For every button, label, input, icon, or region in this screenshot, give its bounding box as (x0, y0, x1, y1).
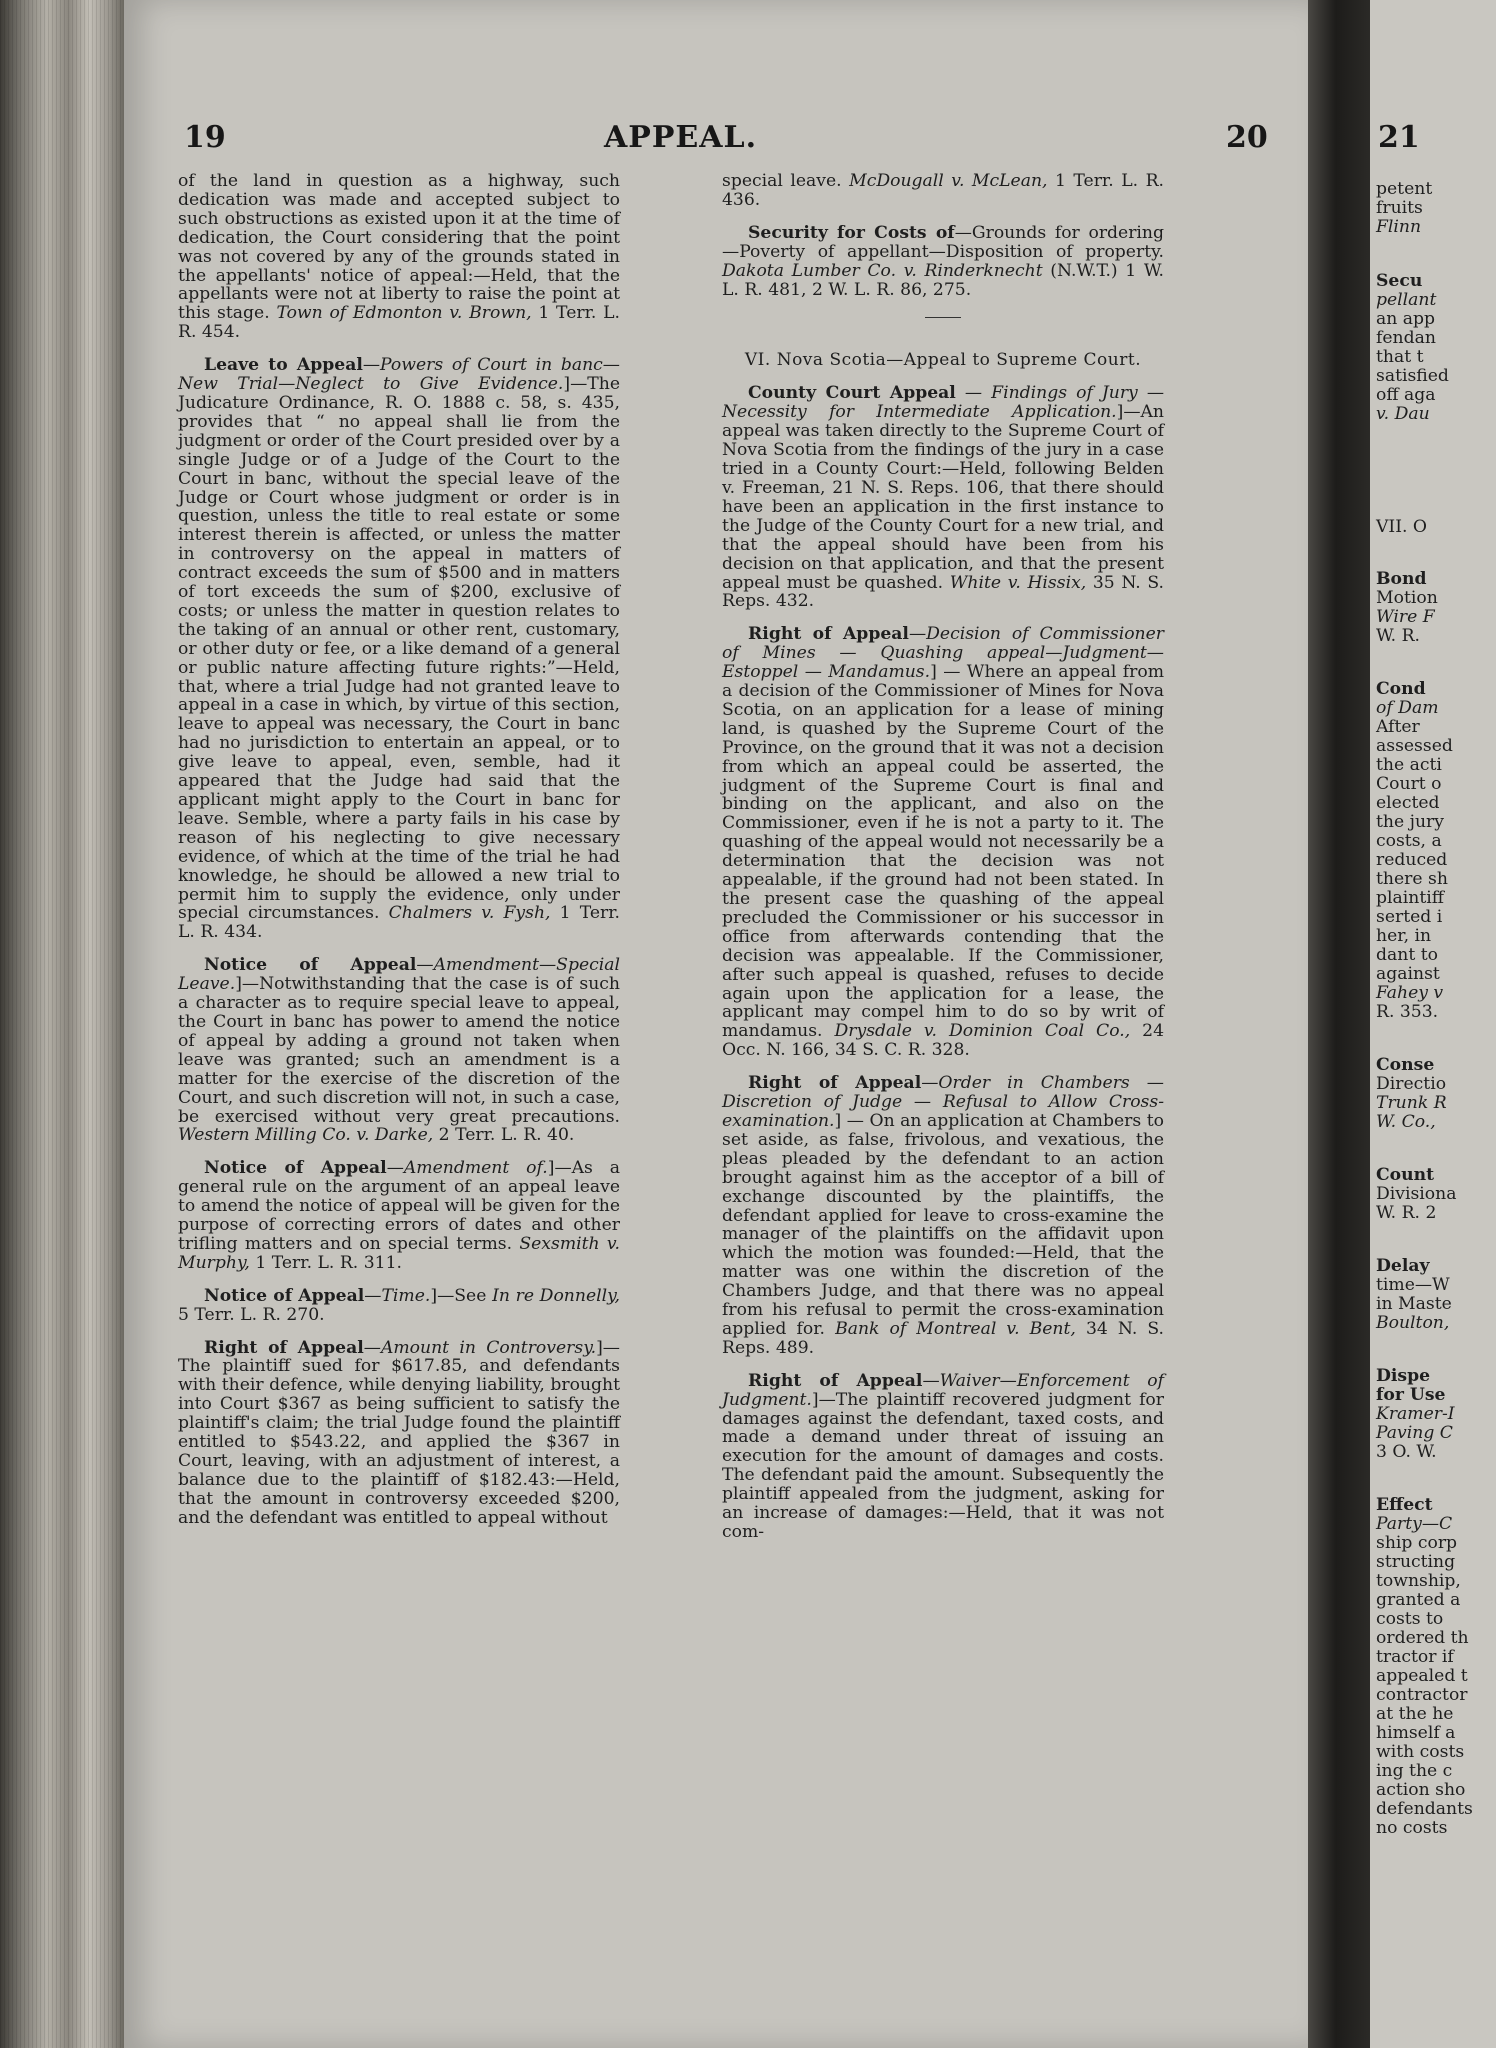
page-21-line: with costs (1376, 1742, 1465, 1762)
entry-heading: Notice of Appeal (204, 1158, 387, 1179)
entry-text: ]—The Judicature Ordinance, R. O. 1888 c. 58, s. 435, provides that “ no appeal shall lie from the judgment or order of the Court presided over by a single Judge or of a Judge of the Court to the Court in banc, without the special leave of the Judge or Court whose judgment or order is in question, unless the title to real estate or some interest therein is affected, or unless the matter in controversy on the appeal in matters of contract exceeds the sum of $500 and in matters of tort exceeds the sum of $200, exclusive of costs; or unless the matter in question relates to the taking of an annual or other rent, customary, or other duty or fee, or a like demand of a general or public nature affecting future rights:”—Held, that, where a trial Judge had not granted leave to appeal in a case in which, by virtue of this section, leave to appeal was necessary, the Court in banc had no jurisdiction to entertain an appeal, or to give leave to appeal, even, semble, had it appeared that the Judge had said that the applicant might apply to the Court in banc for leave. Semble, where a party fails in his case by reason of his neglecting to give necessary evidence, of which at the time of the trial he had knowledge, he should be allowed a new trial to permit him to supply the evidence, only under special circumstances. (178, 374, 620, 924)
digest-entry (178, 356, 620, 942)
entry-subheading: —Amendment of. (386, 1158, 548, 1179)
entry-text: ]—As a general rule on the argument of an appeal leave to amend the notice of appeal will be given for the purpose of correcting errors of dates and other trifling matters and on special terms. (178, 1158, 620, 1254)
entry-text: ] — Where an appeal from a decision of the Commissioner of Mines for Nova Scotia, on an application for a lease of mining land, is quashed by the Supreme Court of the Province, on the ground that it was not a decision from which an appeal could be asserted, the judgment of the Supreme Court is final and binding on the applicant, and also on the Commissioner, even if he is not a party to it. The quashing of the appeal would not necessarily be a determination that the decision was not appealable, if the ground had not been stated. In the present case the quashing of the appeal precluded the Commissioner or his successor in office from afterwards contending that the decision was appealable. If the Commissioner, after such appeal is quashed, refuses to decide again upon the application for a lease, the applicant may compel him to do so by writ of mandamus. (722, 662, 1164, 1042)
entry-subheading: —Amendment—Special Leave. (178, 955, 620, 995)
entry-text: ]—An appeal was taken directly to the Supreme Court of Nova Scotia from the findings of the jury in a case tried in a County Court:—Held, following Belden v. Freeman, 21 N. S. Reps. 106, that there should have been an application in the first instance to the Judge of the County Court for a new trial, and that the appeal should have been from his decision on that application, and that the present appeal must be quashed. (722, 402, 1164, 593)
case-citation: Sexsmith v. Murphy, (178, 1233, 620, 1273)
page-21-line: Directio (1376, 1074, 1447, 1094)
entry-text: special leave. (722, 171, 842, 191)
page-21-line: himself a (1376, 1723, 1456, 1743)
page-21-line: Kramer-I (1376, 1404, 1455, 1424)
entry-text: ] — On an application at Chambers to set aside, as false, frivolous, and vexatious, the pleas pleaded by the defendant to an action brought against him as the acceptor of a bill of exchange discounted by the plaintiffs, the defendant applied for leave to cross-examine the manager of the plaintiffs on the affidavit upon which the motion was founded:—Held, that the matter was one within the discretion of the Chambers Judge, and that there was no appeal from his refusal to permit the cross-examination applied for. (722, 1110, 1164, 1339)
page-21-line: for Use (1376, 1385, 1446, 1405)
page-21-line: that t (1376, 347, 1424, 367)
digest-entry (178, 1339, 620, 1528)
entry-text: ]—The plaintiff recovered judgment for damages against the defendant, taxed costs, and made a demand under threat of issuing an execution for the amount of damages and costs. The defendant paid the amount. Subsequently the plaintiff appealed from the judgment, asking for an increase of damages:—Held, that it was not com- (722, 1389, 1164, 1542)
entry-heading: Notice of Appeal (204, 1285, 365, 1306)
page-21-line: an app (1376, 309, 1436, 329)
column-left (178, 172, 620, 1542)
digest-entry (722, 1372, 1164, 1542)
page-21-partial (1370, 0, 1496, 2048)
digest-entry (178, 1159, 620, 1272)
page-21-line: Dispe (1376, 1366, 1431, 1386)
entry-heading: Right of Appeal (748, 624, 909, 645)
report-reference: (N.W.T.) 1 W. L. R. 481, 2 W. L. R. 86, 275. (722, 260, 1164, 300)
page-21-line: assessed (1376, 736, 1453, 756)
page-21-line: Secu (1376, 271, 1423, 291)
page-21-line: ordered th (1376, 1628, 1469, 1648)
page-21-line: appealed t (1376, 1666, 1468, 1686)
page-21-line: Boulton, (1376, 1313, 1450, 1333)
entry-subheading: —Order in Chambers — Discretion of Judge — Refusal to Allow Cross-examination. (722, 1073, 1164, 1131)
page-21-line: costs, a (1376, 831, 1442, 851)
page-21-line: reduced (1376, 850, 1448, 870)
page-21-line: elected (1376, 793, 1440, 813)
case-citation: Chalmers v. Fysh, (388, 903, 551, 924)
page-21-line: VII. O (1376, 517, 1428, 537)
entry-text: ]—See (430, 1285, 493, 1306)
page-21-line: in Maste (1376, 1294, 1452, 1314)
page-21-line: 3 O. W. (1376, 1442, 1437, 1462)
report-reference: 24 Occ. N. 166, 34 S. C. R. 328. (722, 1021, 1165, 1061)
entry-heading: Right of Appeal (748, 1073, 922, 1094)
page-21-line: tractor if (1376, 1647, 1454, 1667)
entry-subheading: —Powers of Court in banc—New Trial—Neglect to Give Evidence. (178, 355, 620, 395)
continued-text (722, 172, 1164, 210)
report-reference: 1 Terr. L. R. 436. (722, 171, 1164, 210)
page-21-line: Bond (1376, 569, 1427, 589)
page-21-line: W. R. 2 (1376, 1203, 1437, 1223)
entry-heading: Notice of Appeal (204, 955, 417, 976)
page-21-line: the acti (1376, 755, 1442, 775)
case-citation: Western Milling Co. v. Darke, (178, 1125, 434, 1146)
page-21-line: Conse (1376, 1055, 1435, 1075)
entry-text: ]—The plaintiff sued for $617.85, and defendants with their defence, while denying liability, brought into Court $367 as being sufficient to satisfy the plaintiff's claim; the trial Judge found the plaintiff entitled to $543.22, and applied the $367 in Court, leaving, with an adjustment of interest, a balance due to the plaintiff of $182.43:—Held, that the amount in controversy exceeded $200, and the defendant was entitled to appeal without (178, 1337, 620, 1528)
digest-entry (722, 384, 1164, 611)
case-citation: In re Donnelly, (492, 1285, 621, 1306)
page-21-line: Delay (1376, 1256, 1430, 1276)
book-gutter (1308, 0, 1370, 2048)
case-citation: Dakota Lumber Co. v. Rinderknecht (722, 260, 1043, 281)
page-21-line: plaintiff (1376, 888, 1444, 908)
page-21-line: pellant (1376, 290, 1437, 310)
page-21-line: the jury (1376, 812, 1444, 832)
entry-text: of the land in question as a highway, such dedication was made and accepted subject to such obstructions as existed upon it at the time of dedication, the Court considering that the point was not covered by any of the grounds stated in the appellants' notice of appeal:—Held, that the appellants were not at liberty to raise the point at this stage. (178, 171, 620, 324)
page-21-line: Divisiona (1376, 1184, 1457, 1204)
page-21-line: fendan (1376, 328, 1436, 348)
page-21-line: dant to (1376, 945, 1438, 965)
page-21-line: Motion (1376, 588, 1438, 608)
page-number-next: 21 (1378, 120, 1420, 155)
page-21-line: contractor (1376, 1685, 1468, 1705)
page-21-line: Party—C (1376, 1514, 1453, 1534)
entry-heading: Right of Appeal (204, 1337, 364, 1358)
report-reference: 1 Terr. L. R. 434. (178, 903, 620, 943)
page-21-line: there sh (1376, 869, 1448, 889)
page-21-line: ship corp (1376, 1533, 1458, 1553)
entry-heading: Security for Costs of (748, 222, 955, 243)
page-21-line: Effect (1376, 1495, 1433, 1515)
digest-entry (722, 625, 1164, 1060)
page-21-line: fruits (1376, 198, 1423, 218)
report-reference: 2 Terr. L. R. 40. (433, 1125, 575, 1146)
page-21-line: petent (1376, 179, 1433, 199)
page-21-line: After (1376, 717, 1420, 737)
section-heading: VI. Nova Scotia—Appeal to Supreme Court. (744, 350, 1142, 371)
page-21-line: ing the c (1376, 1761, 1453, 1781)
continued-text (178, 172, 620, 342)
page-21-line: action sho (1376, 1780, 1466, 1800)
page-21-line: no costs (1376, 1818, 1448, 1838)
page-21-line: v. Dau (1376, 404, 1430, 424)
page-21-line: W. R. (1376, 626, 1420, 646)
digest-entry (722, 1074, 1164, 1358)
entry-subheading: —Amount in Controversy. (363, 1337, 597, 1358)
case-citation: McDougall v. McLean, (849, 171, 1048, 191)
page-21-line: satisfied (1376, 366, 1449, 386)
running-title: APPEAL. (604, 120, 758, 155)
page-21-line: W. Co., (1376, 1112, 1436, 1132)
report-reference: 1 Terr. L. R. 311. (249, 1252, 402, 1273)
page-21-line: Cond (1376, 679, 1426, 699)
page-21-line: granted a (1376, 1590, 1461, 1610)
page-spread-19-20 (124, 0, 1308, 2048)
page-21-line: Court o (1376, 774, 1442, 794)
page-21-line: Flinn (1376, 217, 1422, 237)
entry-heading: Leave to Appeal (204, 355, 363, 376)
column-right (722, 172, 1164, 1556)
entry-subheading: — Findings of Jury — Necessity for Intermediate Application. (722, 383, 1165, 423)
page-number-left: 19 (184, 120, 226, 155)
page-21-line: at the he (1376, 1704, 1454, 1724)
entry-subheading: —Waiver—Enforcement of Judgment. (722, 1370, 1164, 1410)
page-number-right: 20 (1226, 120, 1268, 155)
case-citation: Drysdale v. Dominion Coal Co., (834, 1021, 1131, 1042)
page-21-line: Fahey v (1376, 983, 1444, 1003)
report-reference: 1 Terr. L. R. 454. (178, 303, 621, 343)
report-reference: 35 N. S. Reps. 432. (722, 572, 1164, 612)
page-21-line: serted i (1376, 907, 1443, 927)
entry-heading: County Court Appeal (748, 383, 956, 404)
case-citation: White v. Hissix, (949, 572, 1087, 593)
case-citation: Bank of Montreal v. Bent, (835, 1318, 1076, 1339)
case-citation: Town of Edmonton v. Brown, (276, 303, 532, 324)
section-rule (925, 317, 961, 318)
page-21-line: her, in (1376, 926, 1432, 946)
digest-entry (178, 1287, 620, 1325)
entry-heading: Right of Appeal (748, 1370, 923, 1391)
page-21-line: Count (1376, 1165, 1435, 1185)
page-edges (0, 0, 124, 2048)
page-21-line: defendants (1376, 1799, 1473, 1819)
page-21-line: of Dam (1376, 698, 1439, 718)
page-21-line: Trunk R (1376, 1093, 1447, 1113)
page-21-line: against (1376, 964, 1440, 984)
digest-entry (722, 224, 1164, 300)
page-21-line: Wire F (1376, 607, 1435, 627)
report-reference: 34 N. S. Reps. 489. (722, 1318, 1164, 1358)
page-21-line: township, (1376, 1571, 1461, 1591)
entry-subheading: —Decision of Commissioner of Mines — Quashing appeal—Judgment—Estoppel — Mandamus. (722, 624, 1164, 683)
page-21-line: R. 353. (1376, 1002, 1439, 1022)
entry-subheading: —Time. (364, 1285, 431, 1306)
page-21-line: costs to (1376, 1609, 1444, 1629)
entry-text: ]—Notwithstanding that the case is of such a character as to require special leave to appeal, the Court in banc has power to amend the notice of appeal by adding a ground not taken when leave was granted; such an amendment is a matter for the exercise of the discretion of the Court, and such discretion will not, in such a case, be exercised without very great precautions. (178, 974, 620, 1127)
digest-entry (178, 956, 620, 1145)
page-21-line: time—W (1376, 1275, 1450, 1295)
page-21-line: Paving C (1376, 1423, 1453, 1443)
page-21-line: structing (1376, 1552, 1456, 1572)
entry-text: —Grounds for ordering—Poverty of appellant—Disposition of property. (722, 222, 1164, 262)
page-21-line: off aga (1376, 385, 1436, 405)
report-reference: 5 Terr. L. R. 270. (178, 1304, 325, 1325)
